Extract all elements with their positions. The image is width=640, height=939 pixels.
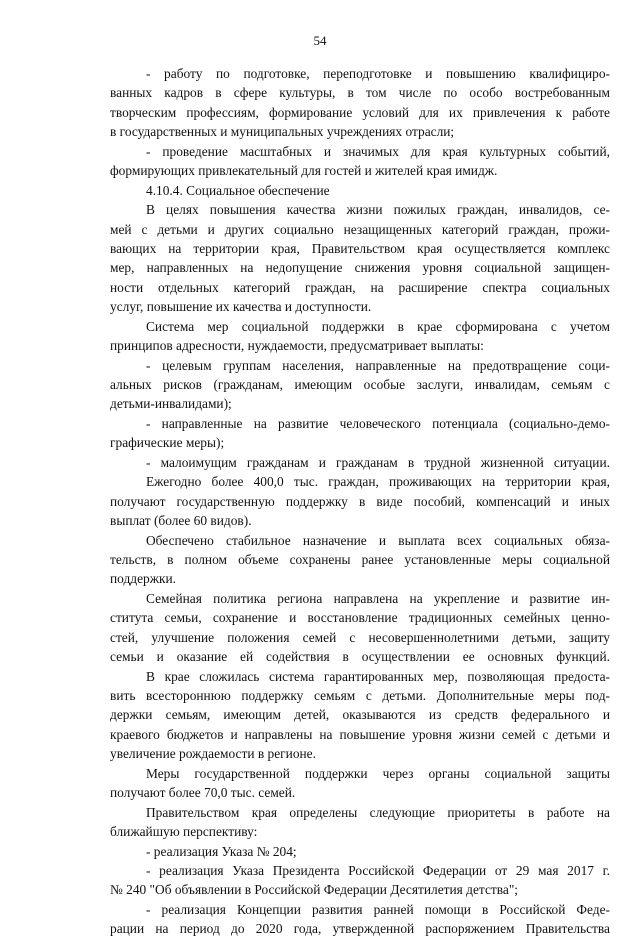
text-line: в государственных и муниципальных учреждениях отрасли; (110, 124, 455, 140)
text-line: услуг, повышение их качества и доступности. (110, 299, 372, 315)
page-number: 54 (313, 33, 327, 48)
text-line: - целевым группам населения, направленные на предотвращение соци- (146, 357, 610, 373)
text-line: получают государственную поддержку в виде пособий, компенсаций и иных (110, 493, 610, 509)
text-line: - реализация Концепции развития ранней помощи в Российской Феде- (146, 901, 610, 917)
text-line: Обеспечено стабильное назначение и выплата всех социальных обяза- (146, 532, 610, 548)
text-line: - малоимущим гражданам и гражданам в трудной жизненной ситуации. (146, 454, 610, 470)
text-line: формирующих привлекательный для гостей и жителей края имидж. (110, 163, 498, 179)
text-line: вающих на территории края, Правительством края осуществляется комплекс (110, 240, 610, 256)
text-line: выплат (более 60 видов). (110, 513, 252, 529)
text-line: рации на период до 2020 года, утвержденной распоряжением Правительства (110, 921, 610, 937)
text-line: альных рисков (гражданам, имеющим особые заслуги, инвалидам, семьям с (110, 377, 610, 392)
text-line: Меры государственной поддержки через органы социальной защиты (146, 765, 610, 781)
text-line: В крае сложилась система гарантированных мер, позволяющая предоста- (146, 668, 610, 684)
text-line: творческим профессиям, формирование условий для их привлечения к работе (110, 104, 610, 120)
text-line: мер, направленных на недопущение снижения уровня социальной защищен- (110, 260, 610, 276)
text-line: Система мер социальной поддержки в крае сформирована с учетом (146, 318, 610, 334)
text-line: получают более 70,0 тыс. семей. (110, 785, 296, 801)
text-line: В целях повышения качества жизни пожилых граждан, инвалидов, се- (146, 202, 610, 218)
text-line: стей, улучшение положения семей с несовершеннолетними детьми, защиту (110, 629, 610, 645)
text-line: графические меры); (110, 435, 225, 451)
text-line: - направленные на развитие человеческого потенциала (социально-демо- (146, 415, 610, 431)
text-line: Ежегодно более 400,0 тыс. граждан, проживающих на территории края, (146, 474, 610, 490)
text-line: Правительством края определены следующие приоритеты в работе на (146, 804, 610, 820)
text-line: увеличение рождаемости в регионе. (110, 746, 316, 762)
text-line: поддержки. (110, 571, 177, 587)
text-line: ститута семьи, сохранение и восстановление традиционных семейных ценно- (110, 610, 610, 626)
text-line: № 240 "Об объявлении в Российской Федерации Десятилетия детства"; (110, 882, 519, 898)
text-line: - реализация Указа Президента Российской Федерации от 29 мая 2017 г. (146, 862, 610, 878)
text-line: семьи и оказание ей содействия в осуществлении ее основных функций. (110, 649, 610, 665)
text-line: ванных кадров в сфере культуры, в том числе по особо востребованным (110, 85, 610, 101)
text-line: держки семьям, имеющим детей, оказываются из средств федерального и (110, 707, 610, 723)
text-line: тельств, в полном объеме сохранены ранее установленные меры социальной (110, 551, 610, 567)
text-line: - реализация Указа № 204; (146, 843, 297, 859)
text-line: принципов адресности, нуждаемости, предусматривает выплаты: (110, 338, 484, 354)
text-line: Семейная политика региона направлена на укрепление и развитие ин- (146, 590, 610, 606)
text-line: - работу по подготовке, переподготовке и повышению квалифициро- (146, 66, 610, 81)
body-text (110, 64, 610, 939)
text-line: - проведение масштабных и значимых для края культурных событий, (146, 143, 610, 159)
text-line: краевого бюджетов и направлены на повышение уровня жизни семей с детьми и (110, 726, 610, 742)
text-line: ближайшую перспективу: (110, 824, 258, 840)
text-line: мей с детьми и других социально незащищенных категорий граждан, прожи- (110, 221, 610, 237)
text-line: детьми-инвалидами); (110, 396, 232, 412)
text-line: вить всестороннюю поддержку семьям с детьми. Дополнительные меры под- (110, 688, 610, 703)
text-line: ности отдельных категорий граждан, на расширение спектра социальных (110, 279, 610, 295)
text-line: 4.10.4. Социальное обеспечение (146, 182, 330, 198)
